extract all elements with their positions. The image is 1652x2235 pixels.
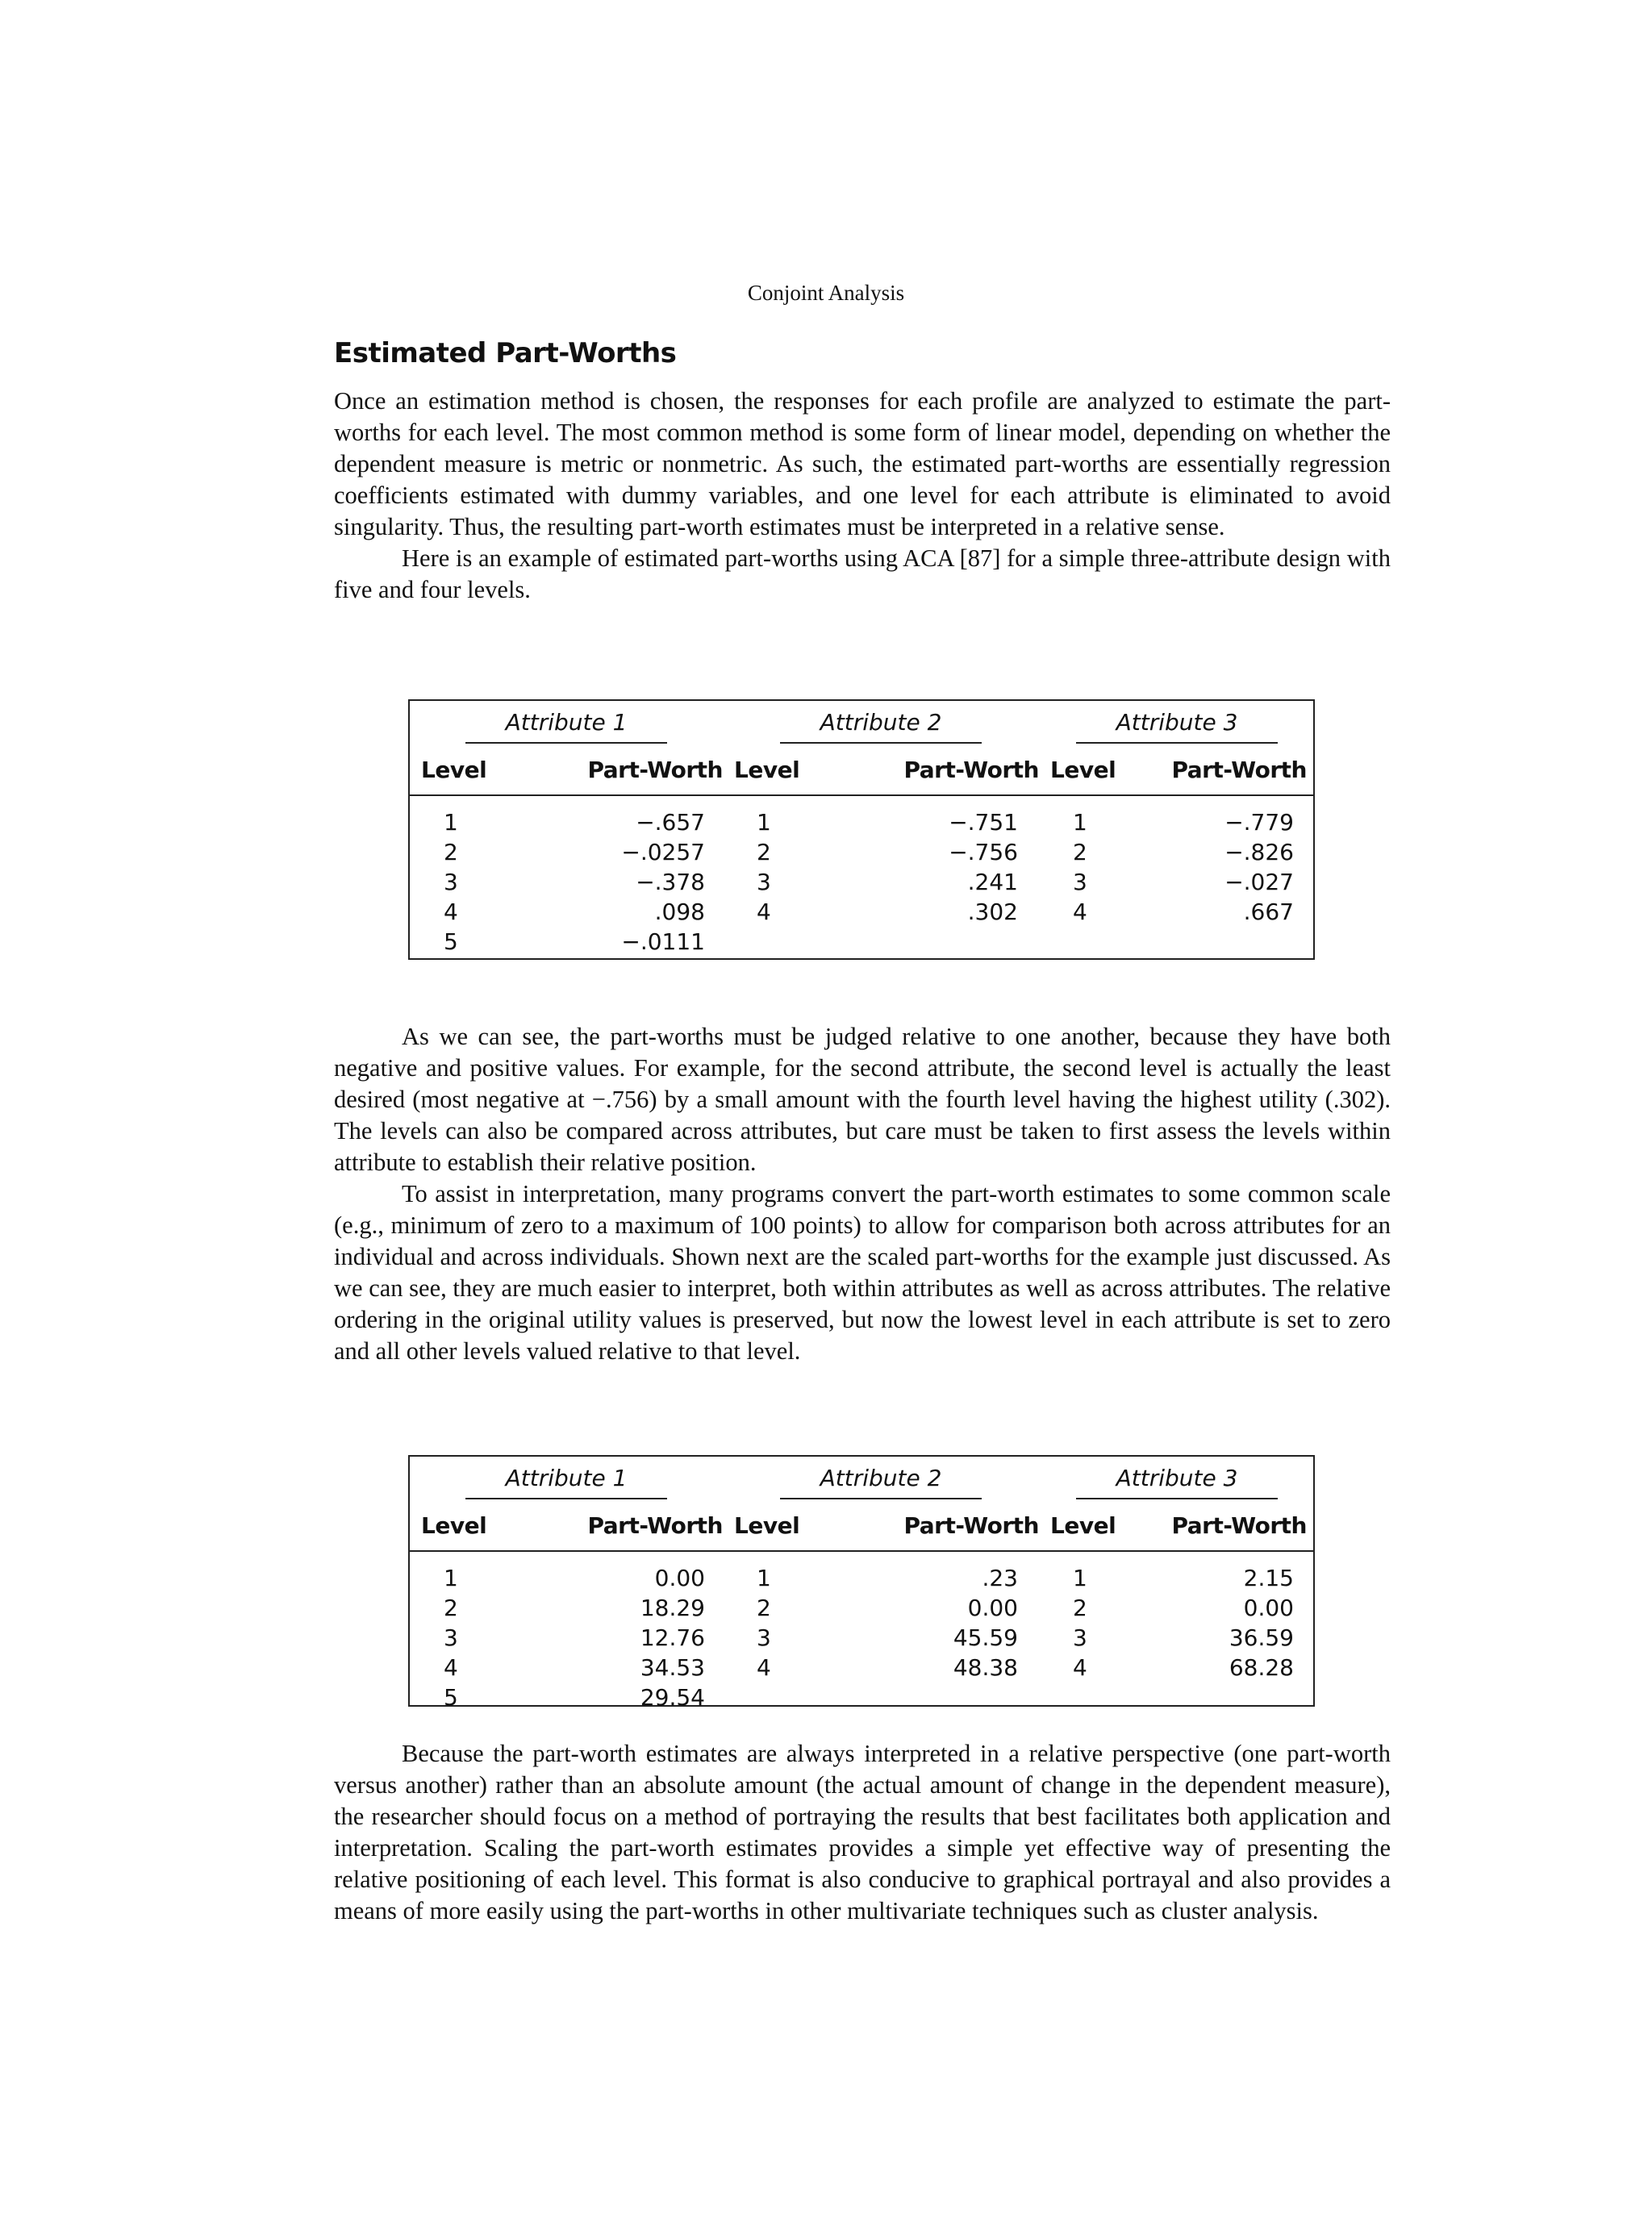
table-cell: 3 xyxy=(757,869,771,895)
table-cell: 3 xyxy=(1073,869,1087,895)
table-cell: 0.00 xyxy=(967,1595,1018,1621)
table-cell: 2 xyxy=(757,1595,771,1621)
paragraph-scaling: To assist in interpretation, many programs convert the part-worth estimates to some common scale (e.g., minimum of zero to a maximum of 100 points) to allow for comparison both across attributes for an individual and across individuals. Shown next are the scaled part-worths for the example just discussed. As we can see, they are much easier to interpret, both within attributes as well as across attributes. The relative ordering in the original utility values is preserved, but now the lowest level in each attribute is set to zero and all other levels valued relative to that level. xyxy=(334,1180,1391,1365)
table-cell: 1 xyxy=(757,809,771,836)
attribute-1-header: Attribute 1 xyxy=(410,701,723,747)
attribute-2-header: Attribute 2 xyxy=(723,1457,1039,1503)
table-cell: −.657 xyxy=(636,809,705,836)
table-cell xyxy=(1039,927,1153,957)
table-cell: .302 xyxy=(967,899,1018,925)
table-cell: 34.53 xyxy=(640,1654,705,1681)
table-cell: 68.28 xyxy=(1229,1654,1294,1681)
table-cell: 36.59 xyxy=(1229,1624,1294,1651)
table-cell xyxy=(837,927,1039,957)
table-row xyxy=(410,1623,1315,1653)
table-cell: 3 xyxy=(444,1624,458,1651)
paragraph-estimation-method: Once an estimation method is chosen, the responses for each profile are analyzed to estimate the part-worths for each level. The most common method is some form of linear model, depending on whether the dependent measure is metric or nonmetric. As such, the estimated part-worths are essentially regression coefficients estimated with dummy variables, and one level for each attribute is eliminated to avoid singularity. Thus, the resulting part-worth estimates must be interpreted in a relative sense. xyxy=(334,387,1391,540)
table-cell: 18.29 xyxy=(640,1595,705,1621)
table-cell: 4 xyxy=(1073,1654,1087,1681)
attribute-1-header: Attribute 1 xyxy=(410,1457,723,1503)
table-cell xyxy=(723,1683,837,1712)
table-row xyxy=(410,837,1315,867)
paragraph-relative-perspective: Because the part-worth estimates are always interpreted in a relative perspective (one part-worth versus another) rather than an absolute amount (the actual amount of change in the dependent measure), the researcher should focus on a method of portraying the results that best facilitates both application and interpretation. Scaling the part-worth estimates provides a simple yet effective way of presenting the relative positioning of each level. This format is also conducive to graphical portrayal and also provides a means of more easily using the part-worths in other multivariate techniques such as cluster analysis. xyxy=(334,1740,1391,1924)
table-cell: −.779 xyxy=(1224,809,1294,836)
table-row xyxy=(410,1653,1315,1683)
attribute-3-header: Attribute 3 xyxy=(1039,701,1315,747)
table-cell: 1 xyxy=(1073,809,1087,836)
table-row xyxy=(410,1683,1315,1712)
level-column-header: Level xyxy=(410,1503,523,1552)
table-cell: .241 xyxy=(967,869,1018,895)
table-row xyxy=(410,1552,1315,1593)
table-cell: 4 xyxy=(444,1654,458,1681)
table-cell: .098 xyxy=(654,899,705,925)
table-cell: 1 xyxy=(1073,1565,1087,1591)
attribute-2-header: Attribute 2 xyxy=(723,701,1039,747)
text-block-intro xyxy=(334,386,1391,606)
table-cell: 3 xyxy=(757,1624,771,1651)
table-cell: 2 xyxy=(1073,839,1087,865)
table-cell: −.751 xyxy=(949,809,1018,836)
level-column-header: Level xyxy=(723,747,837,796)
table-row xyxy=(410,927,1315,957)
table-cell: 1 xyxy=(444,809,458,836)
running-header: Conjoint Analysis xyxy=(747,281,905,305)
table-cell: 45.59 xyxy=(953,1624,1018,1651)
table-cell: 4 xyxy=(757,1654,771,1681)
table-cell: −.756 xyxy=(949,839,1018,865)
table-cell: .23 xyxy=(982,1565,1018,1591)
paragraph-aca-example: Here is an example of estimated part-worths using ACA [87] for a simple three-attribute design with five and four levels. xyxy=(334,544,1391,603)
paragraph-relative-judgment: As we can see, the part-worths must be judged relative to one another, because they have both negative and positive values. For example, for the second attribute, the second level is actually the least desired (most negative at −.756) by a small amount with the fourth level having the highest utility (.302). The levels can also be compared across attributes, but care must be taken to first assess the levels within attribute to establish their relative position. xyxy=(334,1023,1391,1176)
table-cell: 2.15 xyxy=(1243,1565,1294,1591)
table-cell: 29.54 xyxy=(640,1684,705,1711)
table-scaled xyxy=(410,1457,1315,1712)
table-cell: 3 xyxy=(444,869,458,895)
part-worth-column-header: Part-Worth xyxy=(837,1503,1039,1552)
table-cell: 1 xyxy=(444,1565,458,1591)
part-worth-column-header: Part-Worth xyxy=(523,1503,723,1552)
table-estimated xyxy=(410,701,1315,957)
level-column-header: Level xyxy=(723,1503,837,1552)
part-worth-column-header: Part-Worth xyxy=(1153,747,1315,796)
table-body xyxy=(410,796,1315,957)
table-cell xyxy=(1039,1683,1153,1712)
table-cell: 2 xyxy=(444,1595,458,1621)
table-cell: 0.00 xyxy=(654,1565,705,1591)
text-block-conclusion xyxy=(334,1738,1391,1927)
table-cell: −.0257 xyxy=(621,839,705,865)
section-title: Estimated Part-Worths xyxy=(334,337,677,369)
table-row xyxy=(410,796,1315,837)
level-column-header: Level xyxy=(410,747,523,796)
table-cell: 5 xyxy=(444,928,458,955)
table-cell xyxy=(723,927,837,957)
table-row xyxy=(410,897,1315,927)
table-cell xyxy=(1153,927,1315,957)
attribute-3-header: Attribute 3 xyxy=(1039,1457,1315,1503)
table-cell: 5 xyxy=(444,1684,458,1711)
part-worth-column-header: Part-Worth xyxy=(837,747,1039,796)
table-cell: −.027 xyxy=(1224,869,1294,895)
part-worth-column-header: Part-Worth xyxy=(523,747,723,796)
scaled-part-worths-table xyxy=(408,1455,1315,1711)
table-cell: 4 xyxy=(757,899,771,925)
table-cell xyxy=(1153,1683,1315,1712)
table-cell: −.378 xyxy=(636,869,705,895)
table-cell xyxy=(837,1683,1039,1712)
table-cell: 1 xyxy=(757,1565,771,1591)
table-body xyxy=(410,1552,1315,1712)
table-row xyxy=(410,867,1315,897)
table-cell: −.0111 xyxy=(621,928,705,955)
level-column-header: Level xyxy=(1039,1503,1153,1552)
text-block-interpretation xyxy=(334,1021,1391,1367)
table-cell: .667 xyxy=(1243,899,1294,925)
table-cell: 2 xyxy=(1073,1595,1087,1621)
estimated-part-worths-table xyxy=(408,699,1315,960)
table-cell: 3 xyxy=(1073,1624,1087,1651)
table-cell: 48.38 xyxy=(953,1654,1018,1681)
table-cell: 0.00 xyxy=(1243,1595,1294,1621)
table-cell: 2 xyxy=(757,839,771,865)
level-column-header: Level xyxy=(1039,747,1153,796)
table-cell: 4 xyxy=(444,899,458,925)
table-cell: −.826 xyxy=(1224,839,1294,865)
table-cell: 2 xyxy=(444,839,458,865)
part-worth-column-header: Part-Worth xyxy=(1153,1503,1315,1552)
table-cell: 4 xyxy=(1073,899,1087,925)
table-cell: 12.76 xyxy=(640,1624,705,1651)
table-row xyxy=(410,1593,1315,1623)
